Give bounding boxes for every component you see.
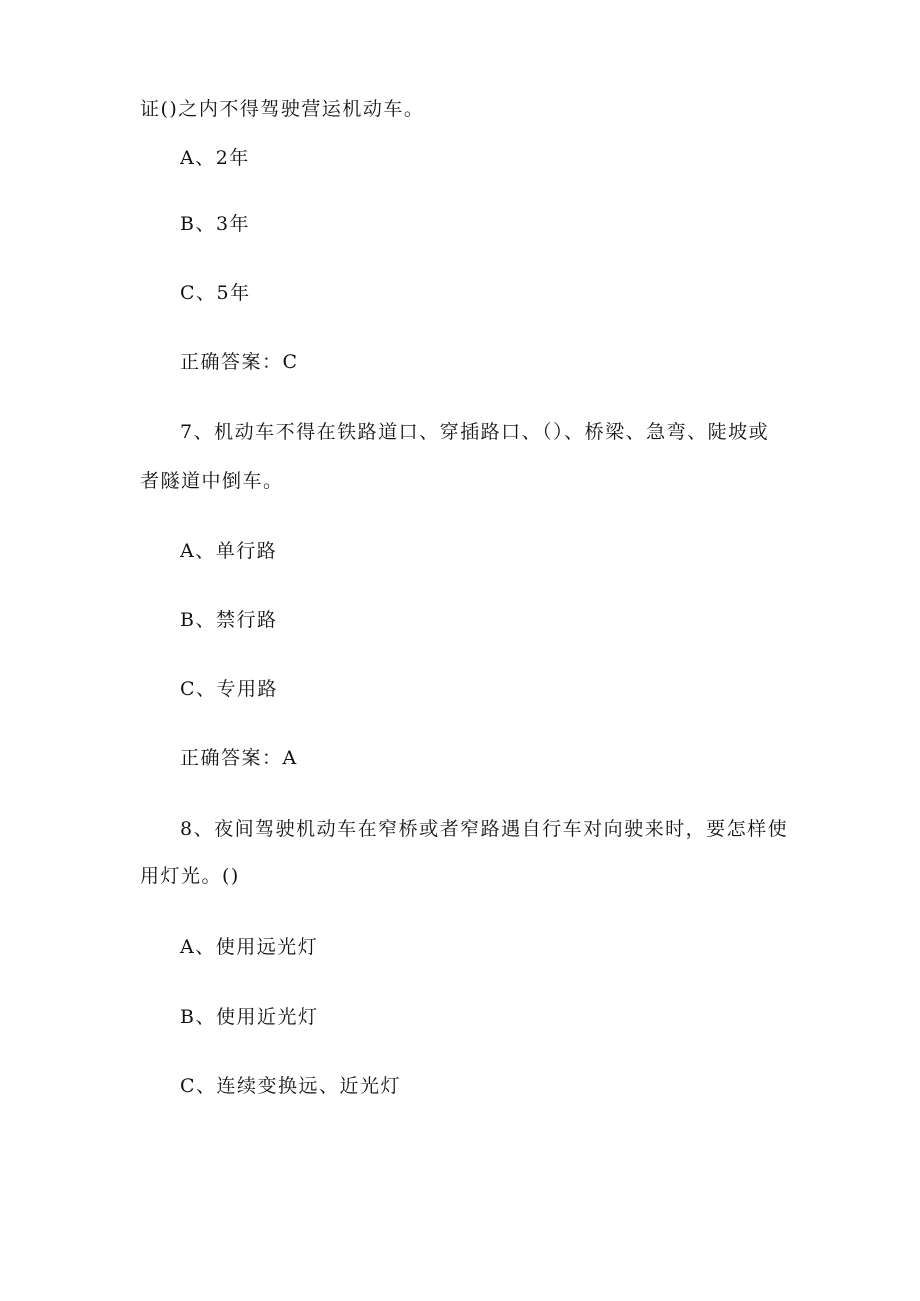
q7-option-c: C、专用路: [180, 678, 279, 700]
q6-stem-continuation: 证()之内不得驾驶营运机动车。: [140, 98, 425, 120]
q7-answer: 正确答案：A: [180, 747, 298, 769]
q7-option-a: A、单行路: [180, 540, 278, 562]
q7-option-b: B、禁行路: [180, 609, 278, 631]
q6-option-c: C、5年: [180, 282, 251, 304]
q8-stem-line2: 用灯光。(): [140, 865, 240, 887]
q7-stem-line2: 者隧道中倒车。: [140, 470, 284, 492]
q6-answer: 正确答案：C: [180, 351, 299, 373]
q6-option-a: A、2年: [180, 147, 250, 169]
q8-option-b: B、使用近光灯: [180, 1006, 319, 1028]
q8-option-a: A、使用远光灯: [180, 936, 319, 958]
q7-stem-line1: 7、机动车不得在铁路道口、穿插路口、（）、桥梁、急弯、陡坡或: [180, 421, 770, 443]
q8-option-c: C、连续变换远、近光灯: [180, 1075, 402, 1097]
q8-stem-line1: 8、夜间驾驶机动车在窄桥或者窄路遇自行车对向驶来时，要怎样使: [180, 818, 789, 840]
q6-option-b: B、3年: [180, 213, 251, 235]
